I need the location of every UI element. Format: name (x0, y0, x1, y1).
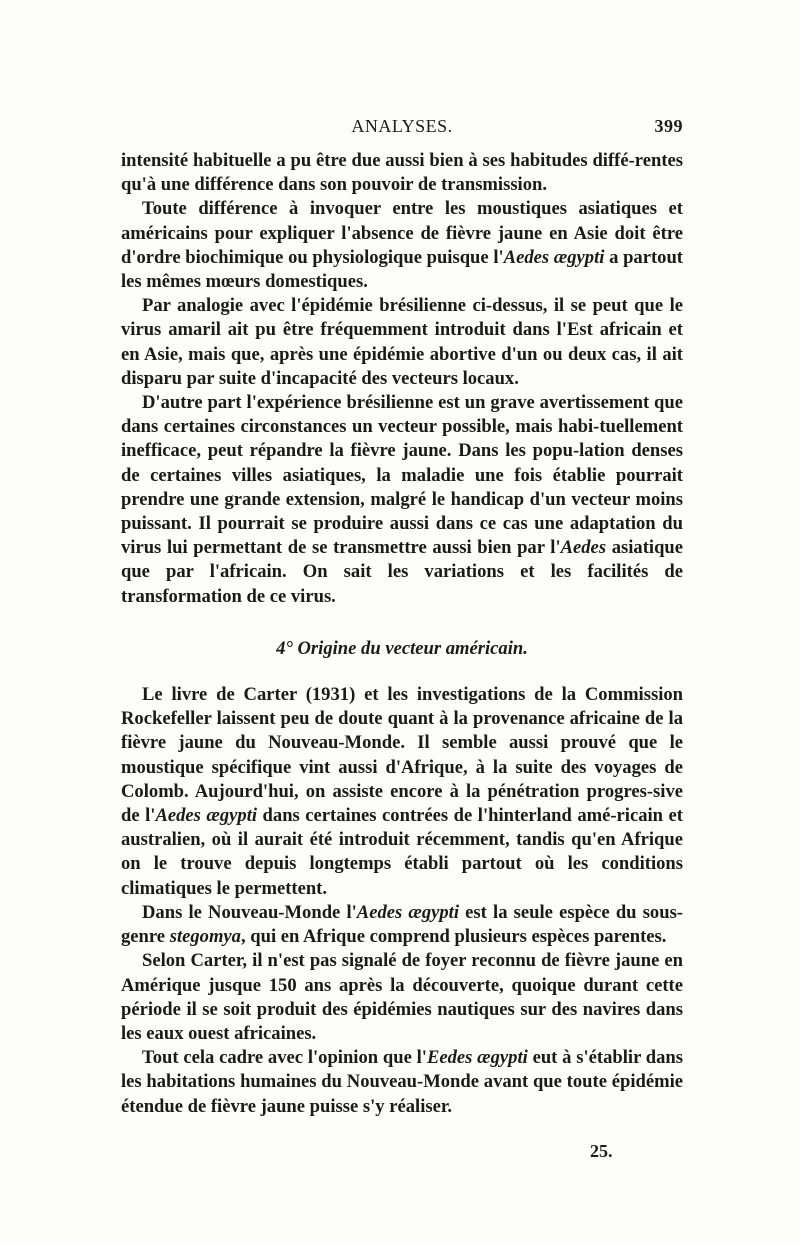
paragraph (121, 391, 683, 609)
italic-term: Eedes ægypti (426, 1047, 528, 1069)
italic-term: Aedes (560, 537, 607, 559)
paragraph-text: dans certaines contrées de l'hinterland amé-ricain et australien, où il aurait été introduit récemment, tandis qu'en Afrique on le trouve depuis longtemps établi partout où les conditions climatiques le permettent. (121, 805, 683, 899)
paragraph (121, 901, 683, 949)
paragraph-text: est la seule espèce du sous-genre (121, 901, 683, 948)
paragraphs-after-heading (121, 683, 683, 1119)
paragraphs-before-heading (121, 149, 683, 609)
paragraph-text: Par analogie avec l'épidémie brésilienne ci-dessus, il se peut que le virus amaril ait pu être fréquemment introduit dans l'Est africain et en Asie, mais que, après une épidémie abortive d'un ou deux cas, il ait disparu par suite d'incapacité des vecteurs locaux. (121, 295, 683, 389)
paragraph-text: Selon Carter, il n'est pas signalé de foyer reconnu de fièvre jaune en Amérique jusque 150 ans après la découverte, quoique durant cette période il se soit produit des épidémies nautiques sur des navires dans les eaux ouest africaines. (121, 950, 683, 1044)
paragraph (121, 294, 683, 391)
paragraph-text: eut à s'établir dans les habitations humaines du Nouveau-Monde avant que toute épidémie étendue de fièvre jaune puisse s'y réaliser. (121, 1047, 683, 1117)
section-heading: 4° Origine du vecteur américain. (276, 637, 528, 659)
paragraph-text: Tout cela cadre avec l'opinion que l' (142, 1047, 427, 1069)
paragraph-text: , qui en Afrique comprend plusieurs espèces parentes. (240, 926, 667, 948)
paragraph-text: D'autre part l'expérience brésilienne est un grave avertissement que dans certaines circonstances un vecteur possible, mais habi-tuellement inefficace, peut répandre la fièvre jaune. Dans les popu-lation denses de certaines villes asiatiques, la maladie une fois établie pourrait prendre une grande extension, malgré le handicap d'un vecteur moins puissant. Il pourrait se produire aussi dans ce cas une adaptation du virus lui permettant de se transmettre aussi bien par l' (121, 392, 683, 559)
paragraph-text: Dans le Nouveau-Monde l' (142, 901, 357, 923)
paragraph (121, 197, 683, 294)
italic-term: Aedes ægypti (155, 805, 258, 827)
paragraph-text: Le livre de Carter (1931) et les investigations de la Commission Rockefeller laissent peu de doute quant à la provenance africaine de la fièvre jaune du Nouveau-Monde. Il semble aussi prouvé que le moustique spécifique vint aussi d'Afrique, à la suite des voyages de Colomb. Aujourd'hui, on assiste encore à la pénétration progres-sive de l' (121, 684, 683, 827)
italic-term: Aedes ægypti (503, 246, 605, 268)
paragraph-text: a partout les mêmes mœurs domestiques. (121, 246, 683, 293)
page-number: 399 (654, 116, 683, 136)
paragraph (121, 1046, 683, 1119)
italic-term: stegomya (169, 926, 241, 948)
paragraph-text: intensité habituelle a pu être due aussi bien à ses habitudes diffé-rentes qu'à une différence dans son pouvoir de transmission. (121, 150, 683, 196)
italic-term: Aedes ægypti (356, 901, 460, 923)
paragraph (121, 949, 683, 1046)
running-title: ANALYSES. (351, 116, 453, 136)
body-text (121, 149, 683, 1119)
paragraph (121, 683, 683, 901)
paragraph (121, 149, 683, 197)
paragraph-text: asiatique que par l'africain. On sait les variations et les facilités de transformation de ce virus. (121, 537, 684, 607)
page-header (121, 116, 683, 140)
signature-mark: 25. (590, 1141, 613, 1161)
paragraph-text: Toute différence à invoquer entre les moustiques asiatiques et américains pour expliquer l'absence de fièvre jaune en Asie doit être d'ordre biochimique ou physiologique puisque l' (121, 198, 683, 268)
